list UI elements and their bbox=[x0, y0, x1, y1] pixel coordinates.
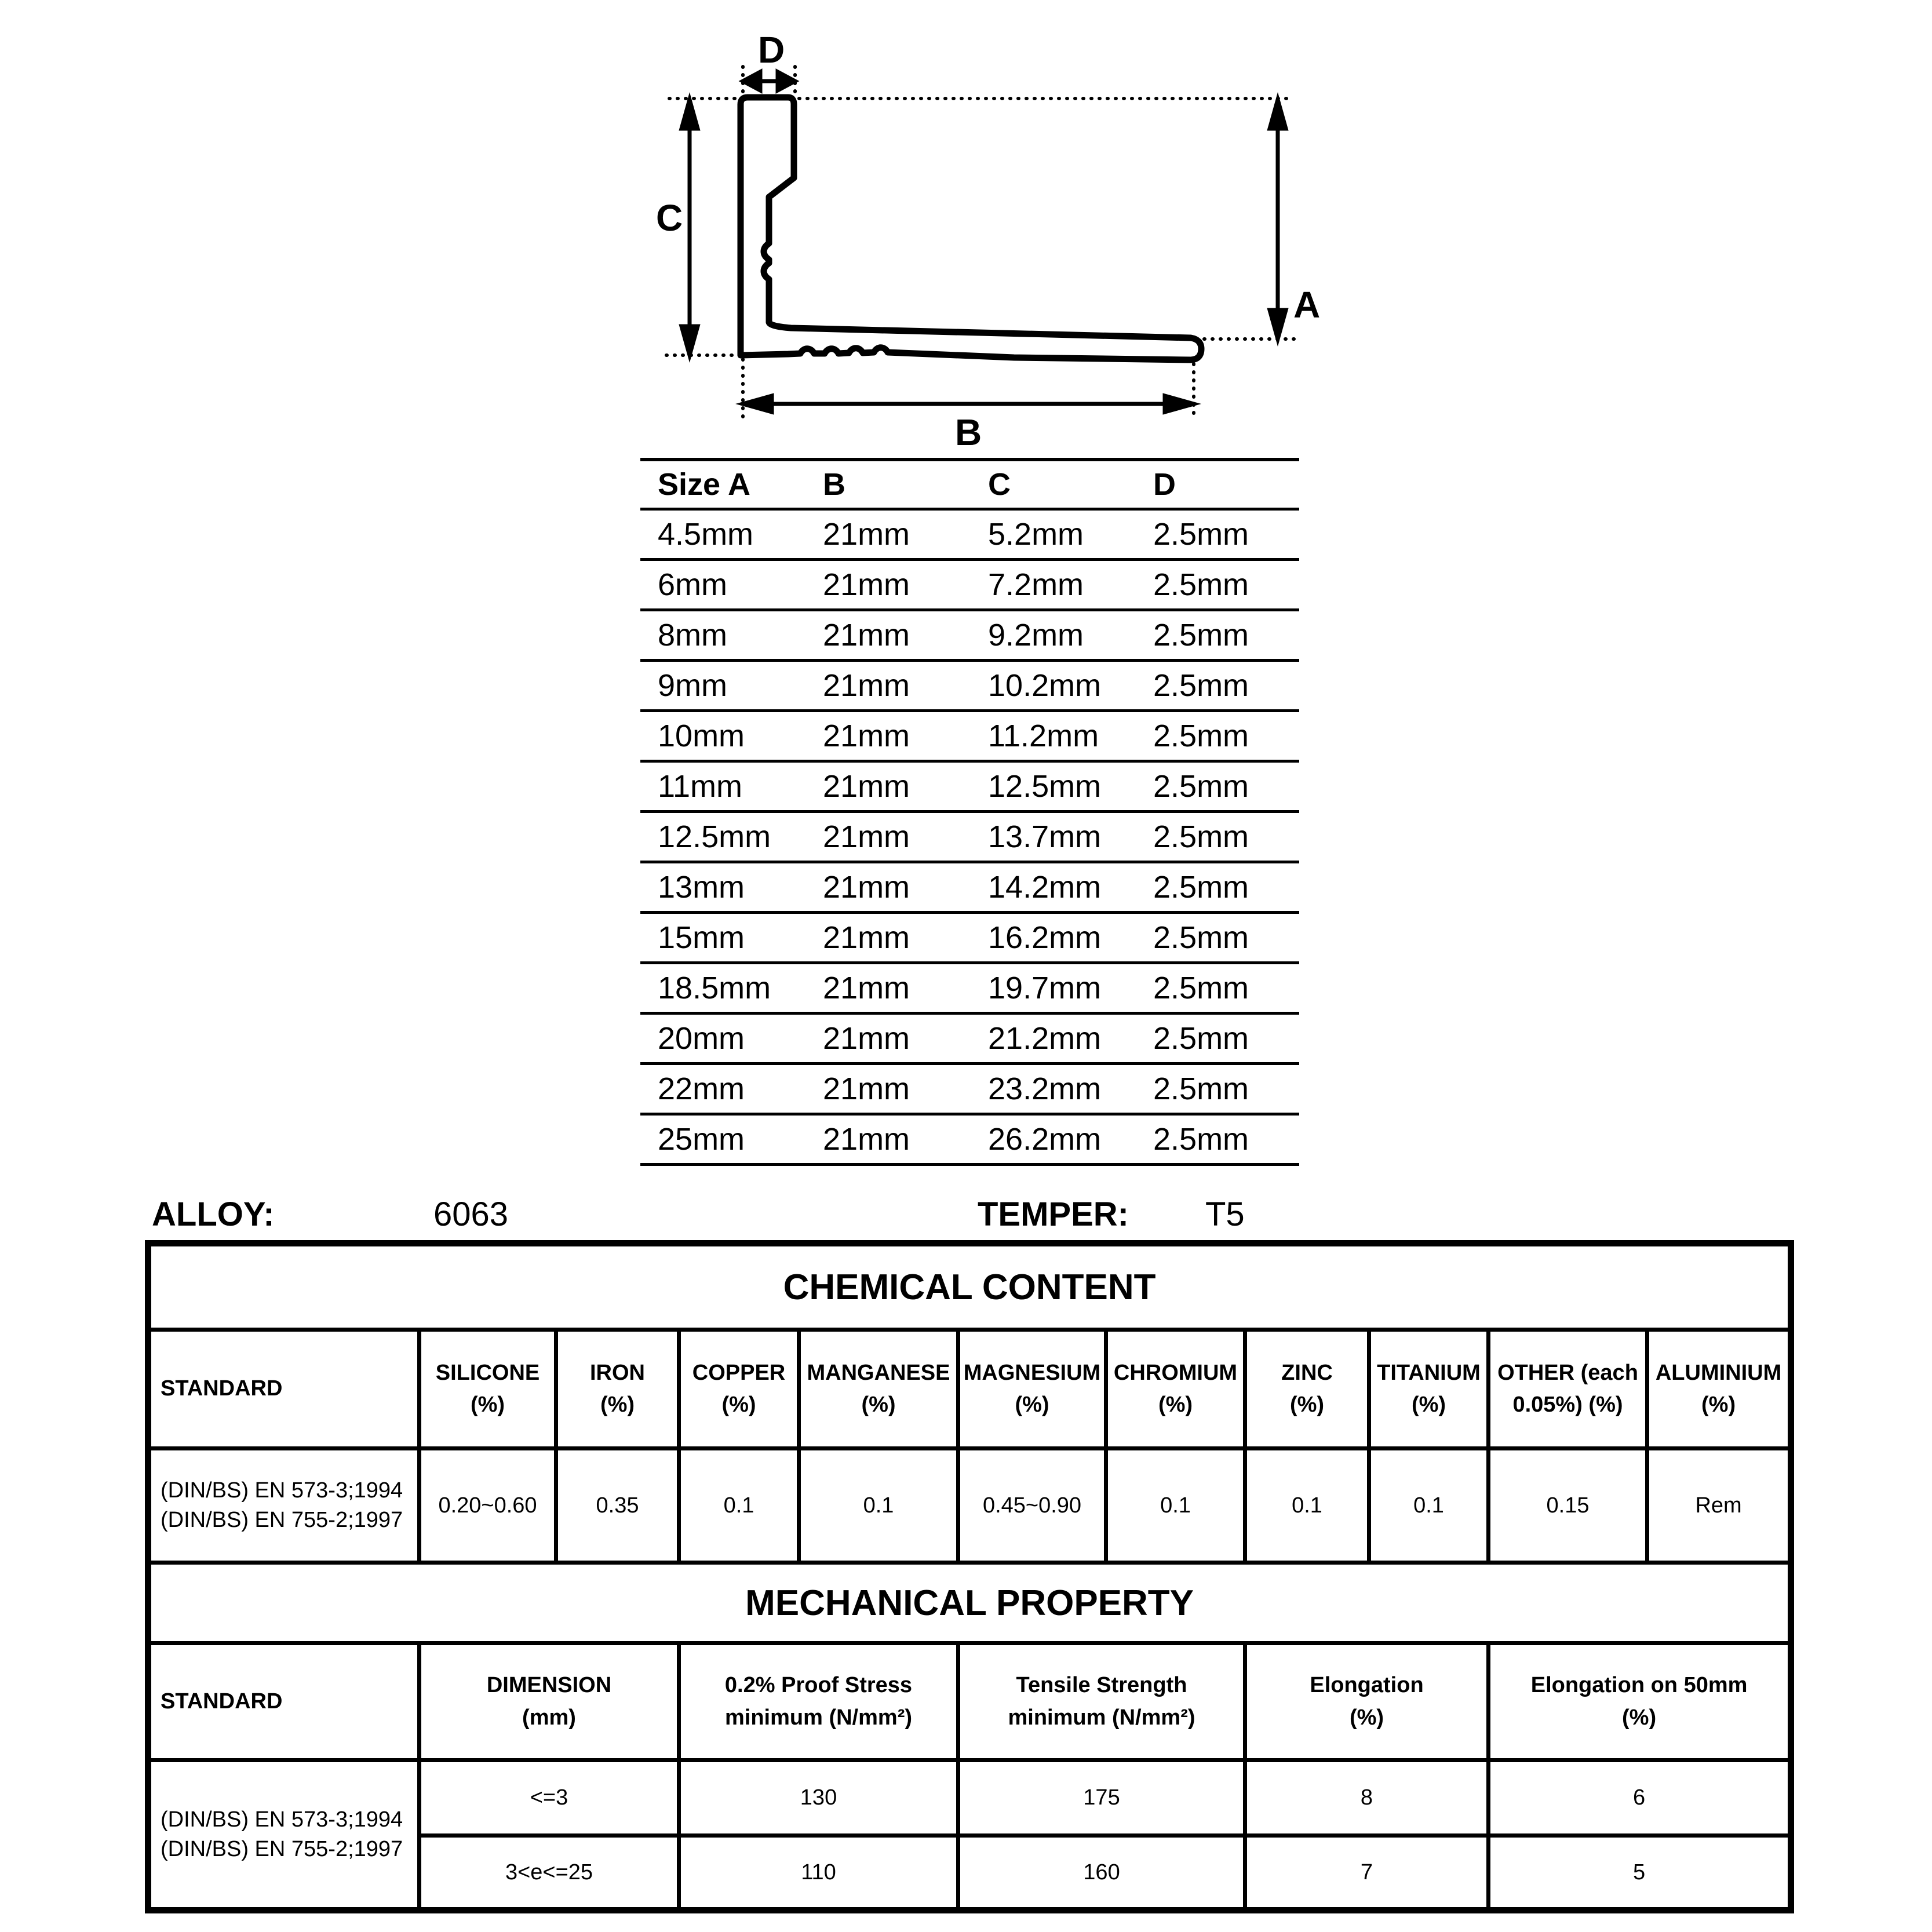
size-b-cell: 21mm bbox=[823, 812, 988, 862]
standard-line: (DIN/BS) EN 755-2;1997 bbox=[161, 1508, 403, 1532]
size-d-cell: 2.5mm bbox=[1153, 913, 1299, 963]
profile-drawing bbox=[649, 12, 1333, 464]
chem-header-silicone bbox=[420, 1330, 556, 1449]
size-table-row bbox=[640, 963, 1299, 1014]
chem-zinc-value: 0.1 bbox=[1245, 1449, 1369, 1563]
size-b-cell: 21mm bbox=[823, 862, 988, 913]
size-c-cell: 11.2mm bbox=[988, 711, 1153, 761]
size-d-cell: 2.5mm bbox=[1153, 812, 1299, 862]
mech-header-elongation bbox=[1245, 1643, 1489, 1760]
size-d-cell: 2.5mm bbox=[1153, 560, 1299, 610]
size-b-cell: 21mm bbox=[823, 1064, 988, 1114]
header-unit: (%) bbox=[1349, 1705, 1384, 1730]
header-unit: (%) bbox=[861, 1393, 896, 1417]
header-unit: minimum (N/mm²) bbox=[1008, 1705, 1195, 1730]
size-header-c: C bbox=[988, 460, 1153, 509]
size-b-cell: 21mm bbox=[823, 1114, 988, 1165]
size-a-cell: 20mm bbox=[640, 1014, 823, 1064]
size-d-cell: 2.5mm bbox=[1153, 1114, 1299, 1165]
size-table bbox=[640, 458, 1299, 1166]
header-unit: minimum (N/mm²) bbox=[725, 1705, 912, 1730]
size-c-cell: 21.2mm bbox=[988, 1014, 1153, 1064]
header-line: IRON bbox=[590, 1360, 645, 1385]
size-header-b: B bbox=[823, 460, 988, 509]
chem-header-chromium bbox=[1106, 1330, 1245, 1449]
header-line: DIMENSION bbox=[486, 1673, 612, 1698]
size-c-cell: 14.2mm bbox=[988, 862, 1153, 913]
size-b-cell: 21mm bbox=[823, 1014, 988, 1064]
size-b-cell: 21mm bbox=[823, 661, 988, 711]
chem-header-iron bbox=[556, 1330, 679, 1449]
chem-standard-cell bbox=[148, 1449, 420, 1563]
dimension-label-c: C bbox=[656, 197, 683, 239]
chem-chromium-value: 0.1 bbox=[1106, 1449, 1245, 1563]
header-line: OTHER (each bbox=[1497, 1360, 1638, 1385]
size-b-cell: 21mm bbox=[823, 509, 988, 560]
mech-tensile-value: 160 bbox=[958, 1836, 1245, 1911]
size-header-d: D bbox=[1153, 460, 1299, 509]
size-b-cell: 21mm bbox=[823, 963, 988, 1014]
header-unit: 0.05%) (%) bbox=[1512, 1393, 1623, 1417]
dimension-label-d: D bbox=[758, 29, 785, 71]
size-c-cell: 10.2mm bbox=[988, 661, 1153, 711]
size-a-cell: 12.5mm bbox=[640, 812, 823, 862]
header-line: STANDARD bbox=[161, 1376, 283, 1401]
chemical-header-row bbox=[148, 1330, 1791, 1449]
header-line: ZINC bbox=[1281, 1360, 1333, 1385]
alloy-label: ALLOY: bbox=[152, 1195, 275, 1233]
dimension-label-a: A bbox=[1293, 284, 1321, 326]
chem-titanium-value: 0.1 bbox=[1369, 1449, 1489, 1563]
size-d-cell: 2.5mm bbox=[1153, 1064, 1299, 1114]
size-c-cell: 7.2mm bbox=[988, 560, 1153, 610]
size-a-cell: 8mm bbox=[640, 610, 823, 661]
standard-line: (DIN/BS) EN 573-3;1994 bbox=[161, 1807, 403, 1832]
standard-line: (DIN/BS) EN 755-2;1997 bbox=[161, 1837, 403, 1861]
size-table-row bbox=[640, 812, 1299, 862]
size-a-cell: 15mm bbox=[640, 913, 823, 963]
size-table-row bbox=[640, 711, 1299, 761]
header-line: Elongation bbox=[1310, 1673, 1424, 1698]
size-table-row bbox=[640, 913, 1299, 963]
size-d-cell: 2.5mm bbox=[1153, 1014, 1299, 1064]
size-d-cell: 2.5mm bbox=[1153, 711, 1299, 761]
size-d-cell: 2.5mm bbox=[1153, 610, 1299, 661]
size-a-cell: 10mm bbox=[640, 711, 823, 761]
size-d-cell: 2.5mm bbox=[1153, 862, 1299, 913]
size-a-cell: 22mm bbox=[640, 1064, 823, 1114]
size-c-cell: 19.7mm bbox=[988, 963, 1153, 1014]
mechanical-title-row bbox=[148, 1563, 1791, 1643]
header-line: MAGNESIUM bbox=[963, 1360, 1101, 1385]
mech-proof-stress-value: 130 bbox=[679, 1760, 958, 1836]
chem-manganese-value: 0.1 bbox=[799, 1449, 958, 1563]
size-table-header-row bbox=[640, 460, 1299, 509]
chemical-title-row bbox=[148, 1244, 1791, 1330]
standard-line: (DIN/BS) EN 573-3;1994 bbox=[161, 1478, 403, 1503]
size-b-cell: 21mm bbox=[823, 560, 988, 610]
header-line: COPPER bbox=[692, 1360, 786, 1385]
size-b-cell: 21mm bbox=[823, 610, 988, 661]
size-a-cell: 6mm bbox=[640, 560, 823, 610]
dimension-label-b: B bbox=[955, 411, 982, 453]
mech-standard-cell bbox=[148, 1760, 420, 1911]
a-arrow-head-bottom bbox=[1270, 310, 1286, 339]
a-arrow-head-top bbox=[1270, 100, 1286, 129]
size-c-cell: 9.2mm bbox=[988, 610, 1153, 661]
mech-tensile-value: 175 bbox=[958, 1760, 1245, 1836]
header-line: Elongation on 50mm bbox=[1530, 1673, 1748, 1698]
header-unit: (%) bbox=[1158, 1393, 1193, 1417]
size-d-cell: 2.5mm bbox=[1153, 509, 1299, 560]
chem-header-manganese bbox=[799, 1330, 958, 1449]
header-line: ALUMINIUM bbox=[1655, 1360, 1782, 1385]
mech-elongation-50mm-value: 6 bbox=[1489, 1760, 1791, 1836]
chem-header-copper bbox=[679, 1330, 799, 1449]
header-line: Tensile Strength bbox=[1016, 1673, 1187, 1698]
chem-header-titanium bbox=[1369, 1330, 1489, 1449]
alloy-value: 6063 bbox=[433, 1195, 509, 1233]
size-b-cell: 21mm bbox=[823, 761, 988, 812]
chem-header-other bbox=[1489, 1330, 1647, 1449]
chem-iron-value: 0.35 bbox=[556, 1449, 679, 1563]
mech-header-standard bbox=[148, 1643, 420, 1760]
chemical-title: CHEMICAL CONTENT bbox=[148, 1244, 1791, 1330]
b-arrow-head-left bbox=[743, 396, 772, 412]
header-unit: (%) bbox=[721, 1393, 756, 1417]
size-table-row bbox=[640, 1114, 1299, 1165]
size-d-cell: 2.5mm bbox=[1153, 661, 1299, 711]
size-a-cell: 18.5mm bbox=[640, 963, 823, 1014]
chem-aluminium-value: Rem bbox=[1647, 1449, 1791, 1563]
c-arrow-head-bottom bbox=[681, 326, 698, 355]
size-b-cell: 21mm bbox=[823, 711, 988, 761]
chem-magnesium-value: 0.45~0.90 bbox=[958, 1449, 1106, 1563]
header-line: 0.2% Proof Stress bbox=[724, 1673, 913, 1698]
header-unit: (%) bbox=[1015, 1393, 1049, 1417]
chem-header-zinc bbox=[1245, 1330, 1369, 1449]
header-unit: (%) bbox=[600, 1393, 635, 1417]
mech-elongation-50mm-value: 5 bbox=[1489, 1836, 1791, 1911]
header-unit: (%) bbox=[1622, 1705, 1657, 1730]
header-line: STANDARD bbox=[161, 1689, 283, 1714]
header-line: CHROMIUM bbox=[1113, 1360, 1238, 1385]
size-a-cell: 9mm bbox=[640, 661, 823, 711]
size-d-cell: 2.5mm bbox=[1153, 963, 1299, 1014]
size-table-row bbox=[640, 862, 1299, 913]
mechanical-data-row bbox=[148, 1760, 1791, 1836]
header-line: MANGANESE bbox=[807, 1360, 950, 1385]
mech-header-tensile-strength bbox=[958, 1643, 1245, 1760]
size-a-cell: 11mm bbox=[640, 761, 823, 812]
size-table-row bbox=[640, 560, 1299, 610]
mech-elongation-value: 8 bbox=[1245, 1760, 1489, 1836]
size-a-cell: 4.5mm bbox=[640, 509, 823, 560]
mech-elongation-value: 7 bbox=[1245, 1836, 1489, 1911]
header-unit: (%) bbox=[1701, 1393, 1736, 1417]
header-unit: (mm) bbox=[522, 1705, 576, 1730]
temper-value: T5 bbox=[1205, 1195, 1245, 1233]
size-c-cell: 13.7mm bbox=[988, 812, 1153, 862]
mech-header-dimension bbox=[420, 1643, 679, 1760]
header-unit: (%) bbox=[1289, 1393, 1325, 1417]
size-c-cell: 12.5mm bbox=[988, 761, 1153, 812]
mech-dimension-value: 3<e<=25 bbox=[420, 1836, 679, 1911]
chemical-data-row bbox=[148, 1449, 1791, 1563]
d-arrow-head-left bbox=[743, 72, 760, 90]
alloy-temper-line bbox=[0, 1195, 1932, 1235]
size-b-cell: 21mm bbox=[823, 913, 988, 963]
spec-table bbox=[145, 1240, 1794, 1913]
mechanical-header-row bbox=[148, 1643, 1791, 1760]
header-unit: (%) bbox=[1411, 1393, 1446, 1417]
size-table-row bbox=[640, 1064, 1299, 1114]
size-c-cell: 23.2mm bbox=[988, 1064, 1153, 1114]
chem-header-standard bbox=[148, 1330, 420, 1449]
l-profile-outline bbox=[741, 97, 1201, 360]
temper-label: TEMPER: bbox=[978, 1195, 1129, 1233]
header-line: TITANIUM bbox=[1377, 1360, 1481, 1385]
chem-header-magnesium bbox=[958, 1330, 1106, 1449]
chem-copper-value: 0.1 bbox=[679, 1449, 799, 1563]
header-line: SILICONE bbox=[435, 1360, 540, 1385]
chem-silicone-value: 0.20~0.60 bbox=[420, 1449, 556, 1563]
size-c-cell: 5.2mm bbox=[988, 509, 1153, 560]
size-a-cell: 25mm bbox=[640, 1114, 823, 1165]
mech-proof-stress-value: 110 bbox=[679, 1836, 958, 1911]
mech-header-proof-stress bbox=[679, 1643, 958, 1760]
size-d-cell: 2.5mm bbox=[1153, 761, 1299, 812]
chem-other-value: 0.15 bbox=[1489, 1449, 1647, 1563]
size-table-row bbox=[640, 509, 1299, 560]
size-table-row bbox=[640, 661, 1299, 711]
size-c-cell: 16.2mm bbox=[988, 913, 1153, 963]
size-table-row bbox=[640, 1014, 1299, 1064]
mechanical-title: MECHANICAL PROPERTY bbox=[148, 1563, 1791, 1643]
b-arrow-head-right bbox=[1165, 396, 1194, 412]
d-arrow-head-right bbox=[778, 72, 795, 90]
header-unit: (%) bbox=[470, 1393, 505, 1417]
size-header-a: Size A bbox=[640, 460, 823, 509]
size-a-cell: 13mm bbox=[640, 862, 823, 913]
size-c-cell: 26.2mm bbox=[988, 1114, 1153, 1165]
mech-header-elongation-50mm bbox=[1489, 1643, 1791, 1760]
c-arrow-head-top bbox=[681, 100, 698, 129]
size-table-row bbox=[640, 761, 1299, 812]
mech-dimension-value: <=3 bbox=[420, 1760, 679, 1836]
chem-header-aluminium bbox=[1647, 1330, 1791, 1449]
size-table-row bbox=[640, 610, 1299, 661]
